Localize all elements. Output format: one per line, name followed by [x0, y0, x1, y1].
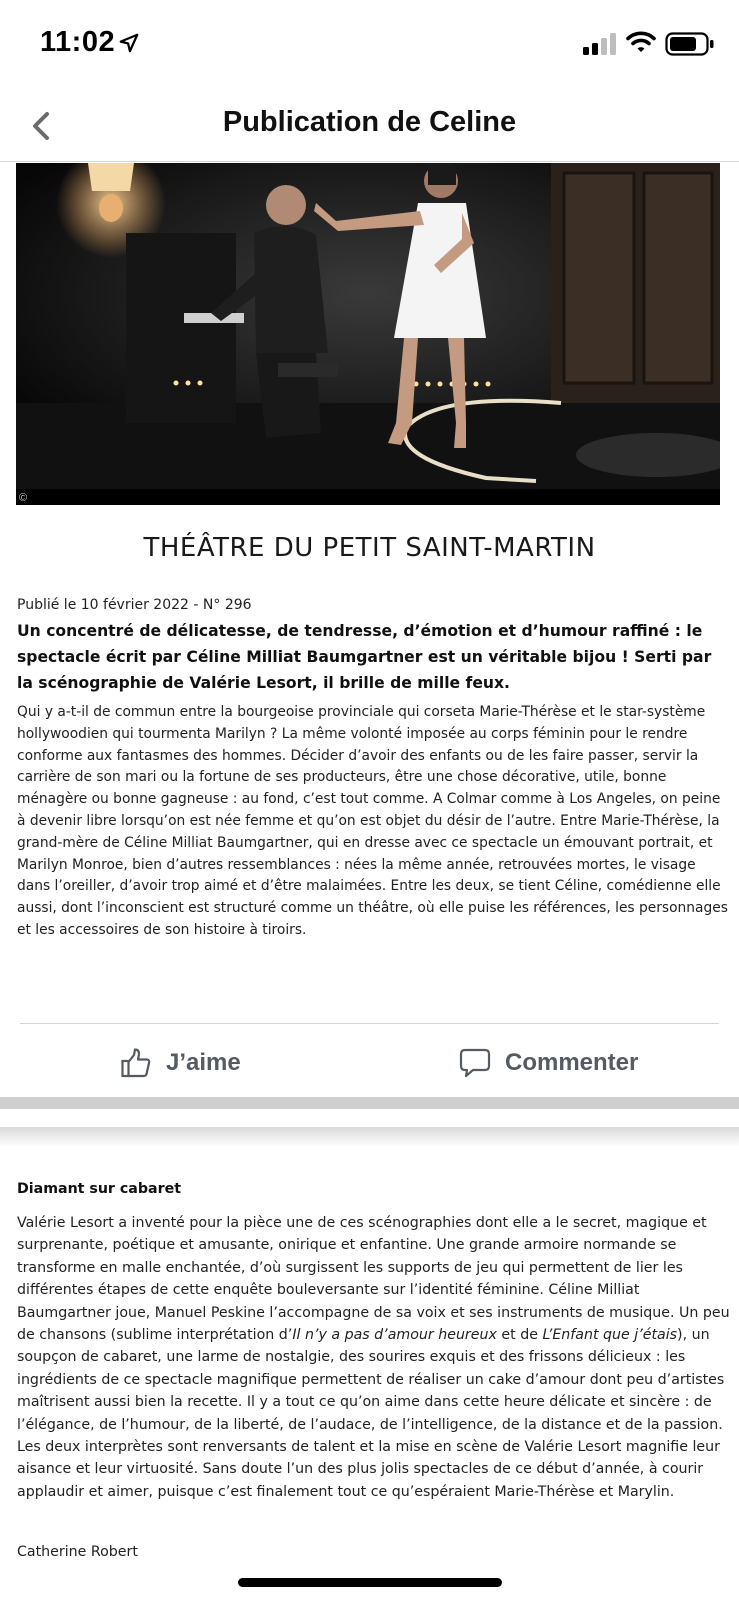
- page-title: Publication de Celine: [222, 106, 517, 138]
- section-text-1: Valérie Lesort a inventé pour la pièce une de ces scénographies dont elle a le secret, magique et surprenante, poétique et amusante, onirique et enfantine. Une grande armoire normande se transforme en malle enchantée, d’où surgissent les supports de jeu qui permettent de lier les différentes étapes de cette enquête bouleversante sur l’identité féminine. Céline Milliat Baumgartner joue, Manuel Peskine l’accompagne de sa voix et ses instruments de musique. Un peu de chansons (sublime interprétation d’: [17, 1215, 730, 1344]
- comment-label: Commenter: [505, 1049, 639, 1076]
- section-text-2: et de: [496, 1327, 543, 1344]
- thumbs-up-icon: [120, 1047, 152, 1079]
- status-bar: [0, 0, 739, 90]
- article-lead: Un concentré de délicatesse, de tendresse, d’émotion et d’humour raffiné : le spectacle écrit par Céline Milliat Baumgartner est un véritable bijou ! Serti par la scénographie de Valérie Lesort, il brille de mille feux.: [17, 622, 712, 692]
- home-indicator[interactable]: [238, 1578, 502, 1587]
- article-body: Qui y a-t-il de commun entre la bourgeoise provinciale qui corseta Marie-Thérèse et le star-système hollywoodien qui tourmenta Marilyn ? La même volonté imposée au corps féminin pour le rendre conforme aux fantasmes des hommes. Décider d’avoir des enfants ou de les faire passer, servir la carrière de son mari ou la fortune de ses producteurs, être une chose décorative, utile, bonne ménagère ou bonne gagneuse : au fond, c’est tout comme. A Colmar comme à Los Angeles, on peine à devenir libre lorsqu’on est née femme et qu’on est objet du désir de l’autre. Entre Marie-Thérèse, la grand-mère de Céline Milliat Baumgartner, qui en dresse avec ce spectacle un émouvant portrait, et Marilyn Monroe, bien d’autres ressemblances : nées la même année, retrouvées mortes, le visage dans l’oreiller, d’avoir trop aimé et d’être malaimées. Entre les deux, se tient Céline, comédienne elle aussi, dont l’inconscient est structuré comme un théâtre, où elle puise les références, les personnages et les accessoires de son histoire à tiroirs.: [17, 704, 728, 938]
- section-text-3: ), un soupçon de cabaret, une larme de nostalgie, des sourires exquis et des frissons délicieux : les ingrédients de ce spectacle magnifique permettent de réaliser un cake d’amour dont peu d’artistes maîtrisent aussi bien la recette. Il y a tout ce qu’on aime dans cette heure délicate et sincère : de l’élégance, de l’humour, de la liberté, de l’audace, de l’intelligence, de la distance et de la passion. Les deux interprètes sont renversants de talent et la mise en scène de Valérie Lesort magnifie leur aisance et leur virtuosité. Sans doute l’un des plus jolis spectacles de ce début d’année, à courir applaudir et aimer, puisque c’est finalement tout ce qu’espéraient Marie-Thérèse et Marylin.: [17, 1327, 725, 1500]
- section-separator: [0, 1097, 739, 1109]
- battery-icon: [665, 32, 715, 56]
- publication-info: Publié le 10 février 2022 - N° 296: [17, 597, 252, 613]
- author-name: Catherine Robert: [17, 1544, 138, 1560]
- comment-bubble-icon: [459, 1047, 491, 1079]
- section-heading: Diamant sur cabaret: [17, 1181, 181, 1197]
- status-time: 11:02: [40, 26, 116, 58]
- like-label: J’aime: [166, 1049, 241, 1076]
- theatre-heading: THÉÂTRE DU PETIT SAINT-MARTIN: [143, 533, 596, 563]
- wifi-icon: [626, 30, 656, 54]
- section-body: [17, 1212, 731, 1503]
- stage-photo-illustration: [16, 163, 720, 489]
- song-title-2: L’Enfant que j’étais: [542, 1327, 678, 1344]
- like-button[interactable]: [120, 1041, 241, 1085]
- signal-icon: [583, 33, 617, 55]
- nav-header: [0, 90, 739, 162]
- divider: [20, 1023, 719, 1024]
- photo-caption-strip: [16, 489, 720, 505]
- location-arrow-icon: [118, 32, 140, 54]
- comment-button[interactable]: [459, 1041, 638, 1085]
- post-photo[interactable]: [16, 163, 720, 505]
- copyright-mark: ©: [19, 492, 28, 504]
- section-separator-shadow: [0, 1127, 739, 1147]
- song-title-1: Il n’y a pas d’amour heureux: [292, 1327, 497, 1344]
